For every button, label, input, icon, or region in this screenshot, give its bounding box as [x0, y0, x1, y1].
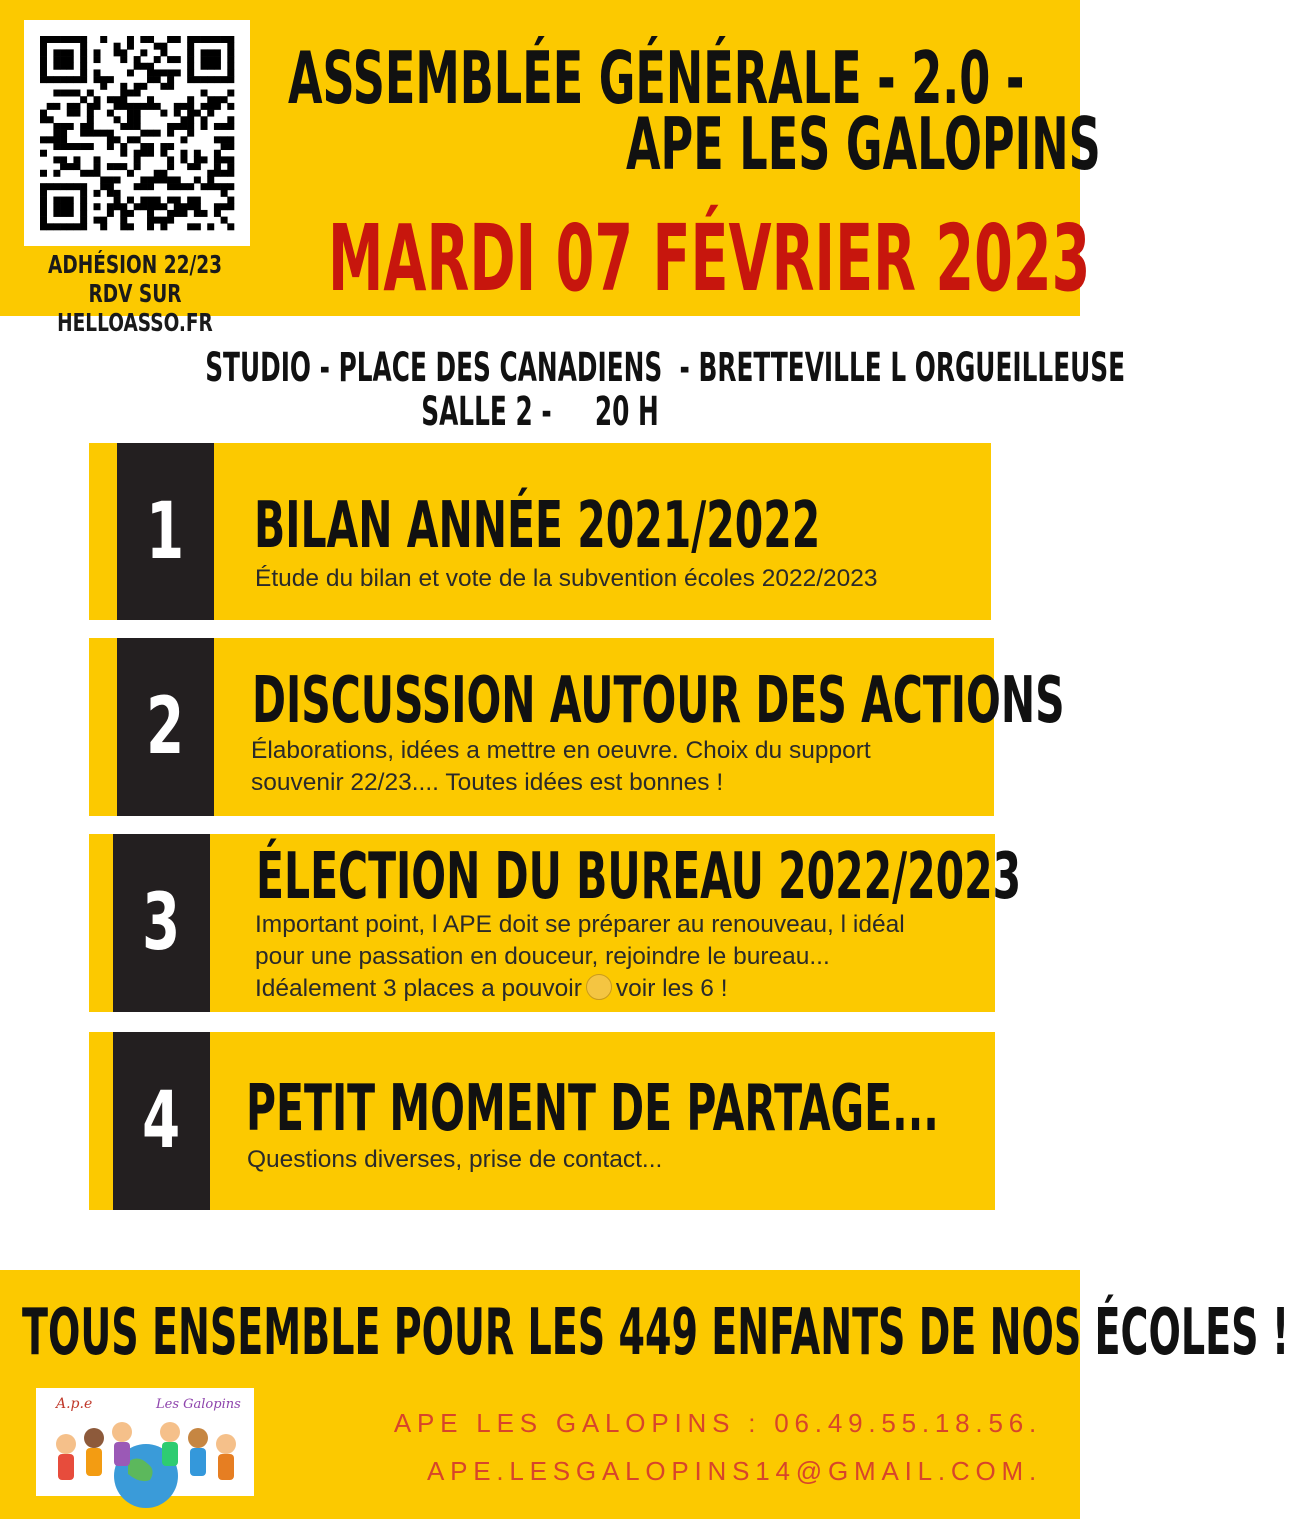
contact-email[interactable]: APE.LESGALOPINS14@GMAIL.COM. [426, 1456, 1042, 1486]
agenda-number: 4 [142, 1076, 181, 1166]
location-line1: STUDIO - PLACE DES CANADIENS - BRETTEVILLE L ORGUEILLEUSE [205, 345, 1126, 391]
agenda-title: BILAN ANNÉE 2021/2022 [254, 489, 821, 563]
ape-logo [36, 1388, 254, 1496]
agenda-number-badge [113, 1032, 210, 1210]
agenda-description: Questions diverses, prise de contact... [247, 1146, 663, 1173]
qr-code[interactable] [24, 20, 250, 246]
agenda-title: PETIT MOMENT DE PARTAGE... [246, 1072, 939, 1146]
agenda-number: 3 [142, 878, 181, 968]
agenda-number-badge [113, 834, 210, 1012]
agenda-description-end: voir les 6 ! [615, 975, 728, 1002]
footer-banner [0, 1270, 1289, 1519]
agenda-number: 2 [146, 682, 185, 772]
qr-code-icon [40, 36, 234, 230]
page-title-line1: ASSEMBLÉE GÉNÉRALE - 2.0 - [288, 36, 1025, 120]
agenda-number: 1 [146, 486, 185, 577]
agenda-title: ÉLECTION DU BUREAU 2022/2023 [256, 840, 1022, 914]
agenda-description-text: Important point, l APE doit se préparer au renouveau, l idéal pour une passation en douceur, rejoindre le bureau... Idéalement 3 places a pouvoir [255, 911, 905, 1002]
agenda-number-badge [117, 638, 214, 816]
header-banner [0, 0, 1101, 337]
agenda-item-4 [89, 1032, 995, 1210]
adhesion-line1: ADHÉSION 22/23 [48, 250, 222, 279]
agenda-item-1 [89, 443, 991, 620]
agenda-item-2 [89, 638, 1065, 816]
agenda-description: Étude du bilan et vote de la subvention écoles 2022/2023 [255, 565, 878, 592]
children-globe-icon [36, 1388, 254, 1496]
agenda-number-badge [117, 443, 214, 620]
adhesion-info [0, 250, 270, 337]
logo-text-right: Les Galopins [156, 1397, 241, 1412]
logo-text-left: A.p.e [56, 1396, 93, 1412]
location-line2: SALLE 2 - 20 H [421, 389, 659, 435]
grinning-emoji-icon [586, 974, 612, 1000]
agenda-item-3 [89, 834, 1022, 1012]
event-date: MARDI 07 FÉVRIER 2023 [328, 205, 1091, 312]
event-location [0, 345, 1126, 435]
agenda-title: DISCUSSION AUTOUR DES ACTIONS [252, 664, 1065, 738]
adhesion-line2: RDV SUR HELLOASSO.FR [57, 279, 213, 337]
agenda-description [255, 909, 945, 1005]
page-title-line2: APE LES GALOPINS [626, 102, 1101, 186]
slogan: TOUS ENSEMBLE POUR LES 449 ENFANTS DE NOS ÉCOLES ! [22, 1296, 1289, 1370]
contact-phone: APE LES GALOPINS : 06.49.55.18.56. [393, 1408, 1042, 1438]
agenda-description: Élaborations, idées a mettre en oeuvre. Choix du support souvenir 22/23.... Toutes idées est bonnes ! [251, 737, 871, 796]
